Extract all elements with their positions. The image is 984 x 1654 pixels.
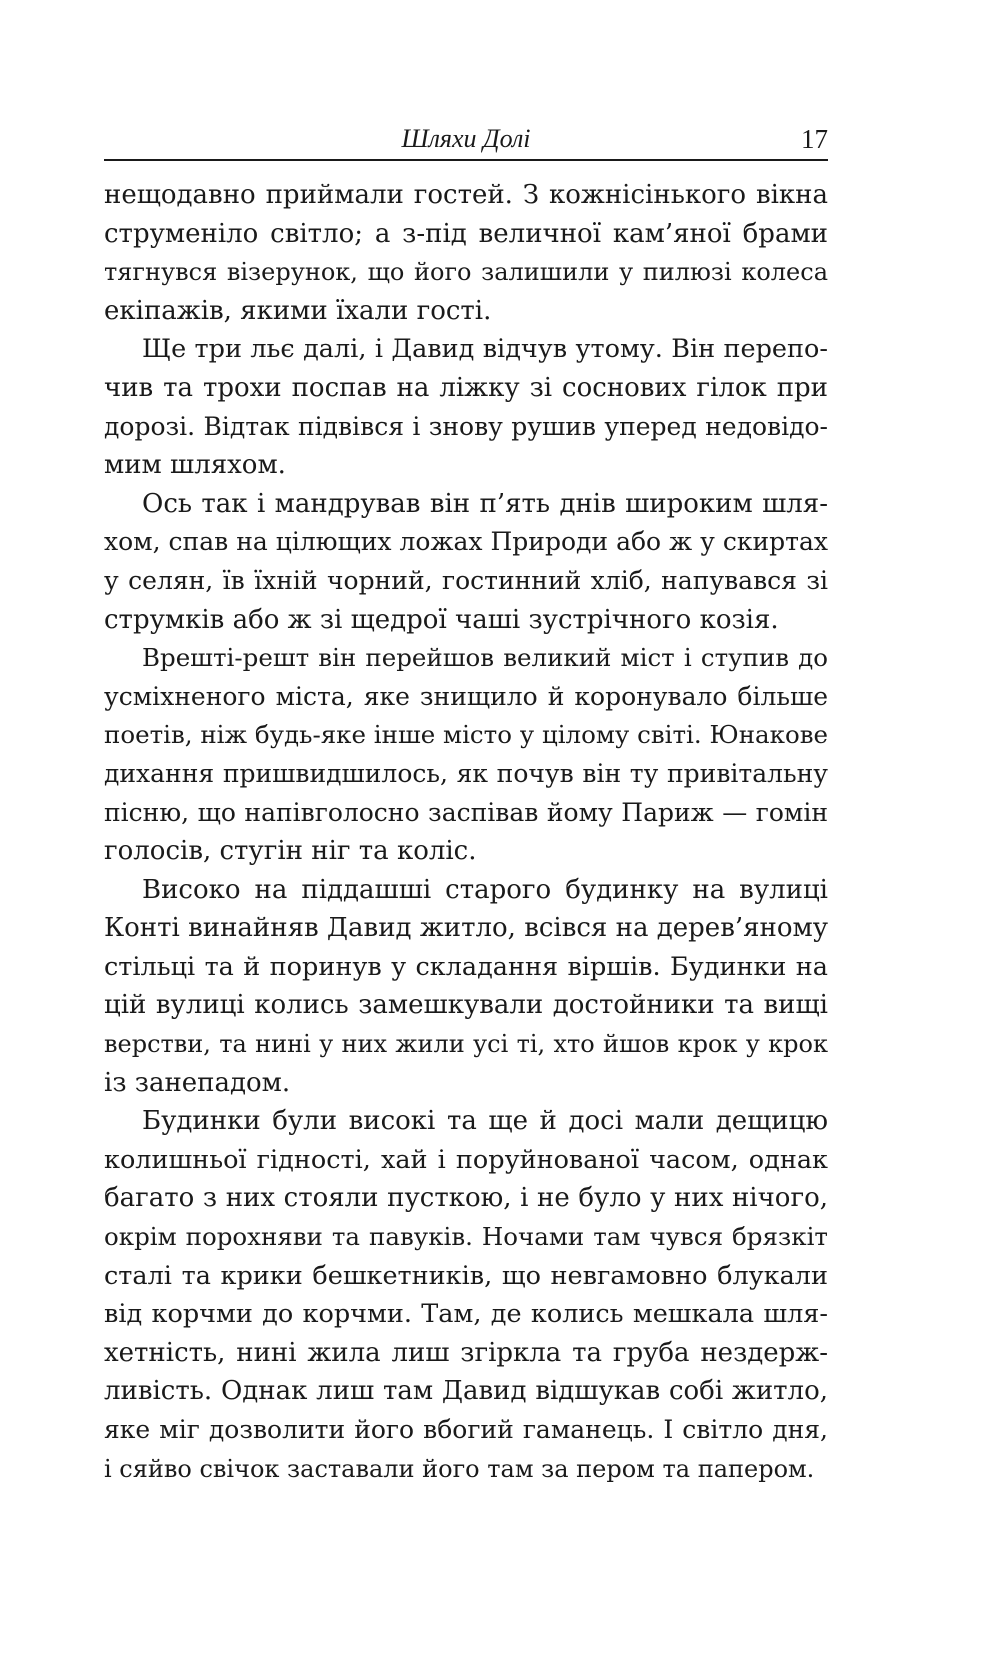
text-line: пісню, що напівголосно заспівав йому Париж — гомін xyxy=(104,797,828,827)
header-rule xyxy=(104,159,828,161)
text-line: від корчми до корчми. Там, де колись мешкала шля- xyxy=(104,1299,828,1330)
paragraph xyxy=(104,485,828,639)
text-line: у селян, їв їхній чорний, гостинний хліб, напувався зі xyxy=(104,565,828,595)
paragraph xyxy=(104,1102,828,1488)
paragraph xyxy=(104,871,828,1103)
text-line: колишньої гідності, хай і поруйнованої часом, однак xyxy=(104,1144,828,1175)
text-line: Будинки були високі та ще й досі мали дещицю xyxy=(142,1106,828,1137)
text-line: струменіло світло; а з-під величної кам’яної брами xyxy=(104,218,828,249)
text-line: багато з них стояли пусткою, і не було у них нічого, xyxy=(104,1183,828,1214)
text-line: мим шляхом. xyxy=(104,450,286,481)
text-line: голосів, стугін ніг та коліс. xyxy=(104,836,477,867)
text-line: нещодавно приймали гостей. З кожнісінького вікна xyxy=(104,180,828,210)
text-line: верстви, та нині у них жили усі ті, хто йшов крок у крок xyxy=(104,1030,828,1059)
text-line: хом, спав на цілющих ложах Природи або ж у скиртах xyxy=(104,527,828,557)
text-line: Ось так і мандрував він п’ять днів широким шля- xyxy=(142,488,828,519)
text-line: яке міг дозволити його вбогий гаманець. І світло дня, xyxy=(104,1415,828,1444)
text-line: із занепадом. xyxy=(104,1067,291,1098)
paragraph xyxy=(104,330,828,484)
text-line: і сяйво свічок заставали його там за пером та папером. xyxy=(104,1454,815,1483)
paragraph xyxy=(104,639,828,871)
text-line: хетність, нині жила лиш згіркла та груба нездерж- xyxy=(104,1337,828,1368)
page-number: 17 xyxy=(801,124,828,154)
text-line: усміхненого міста, яке знищило й коронувало більше xyxy=(104,681,828,711)
text-line: поетів, ніж будь-яке інше місто у цілому світі. Юнакове xyxy=(104,720,828,750)
text-line: чив та трохи поспав на ліжку зі соснових гілок при xyxy=(104,372,828,403)
running-title: Шляхи Долі xyxy=(401,124,531,153)
text-line: стільці та й поринув у складання віршів. Будинки на xyxy=(104,951,828,982)
text-line: Високо на піддашші старого будинку на вулиці xyxy=(142,874,828,905)
running-header xyxy=(104,124,828,158)
text-line: дихання пришвидшилось, як почув він ту привітальну xyxy=(104,758,828,788)
text-line: Врешті-решт він перейшов великий міст і ступив до xyxy=(142,643,828,673)
text-line: Конті винайняв Давид житло, всівся на дерев’яному xyxy=(104,913,828,944)
paragraph xyxy=(104,176,828,330)
text-body xyxy=(104,176,828,1488)
text-line: окрім порохняви та павуків. Ночами там чувся брязкіт xyxy=(104,1222,828,1252)
text-line: ливість. Однак лиш там Давид відшукав собі житло, xyxy=(104,1376,828,1407)
text-line: струмків або ж зі щедрої чаші зустрічного козія. xyxy=(104,604,779,635)
text-line: цій вулиці колись замешкували достойники та вищі xyxy=(104,990,828,1021)
text-line: Ще три льє далі, і Давид відчув утому. Він перепо- xyxy=(142,334,828,365)
text-line: тягнувся візерунок, що його залишили у пилюзі колеса xyxy=(104,258,828,287)
text-line: екіпажів, якими їхали гості. xyxy=(104,295,492,326)
text-line: дорозі. Відтак підвівся і знову рушив уперед недовідо- xyxy=(104,411,828,441)
text-line: сталі та крики бешкетників, що невгамовно блукали xyxy=(104,1260,828,1291)
